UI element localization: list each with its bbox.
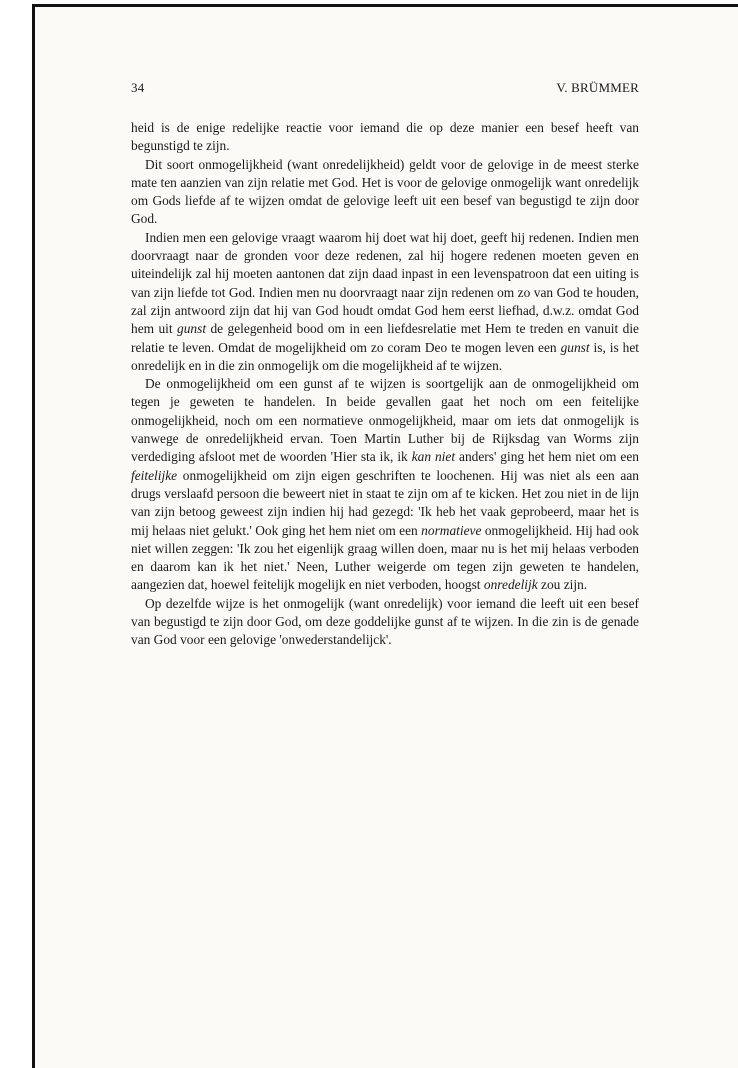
italic-text: feitelijke xyxy=(131,467,178,483)
body-text xyxy=(131,119,639,650)
paragraph xyxy=(131,595,639,650)
paragraph-text: onmogelijkheid. Hij had ook niet willen zeggen: 'Ik zou het eigenlijk graag willen doen, maar nu is het mij helaas verboden en daarom kan ik het niet.' Neen, Luther weigerde om tegen zijn geweten te handelen, aangezien dat, hoewel feitelijk mogelijk en niet verboden, hoogst xyxy=(131,522,639,593)
paragraph-text: De onmogelijkheid om een gunst af te wijzen is soortgelijk aan de onmogelijkheid om tegen je geweten te handelen. In beide gevallen gaat het noch om een feitelijke onmogelijkheid, noch om een normatieve onmogelijkheid, maar om iets dat onmogelijk is vanwege de onredelijkheid ervan. Toen Martin Luther bij de Rijksdag van Worms zijn verdediging afsloot met de woorden 'Hier sta ik, ik xyxy=(131,376,639,465)
italic-text: gunst xyxy=(560,339,590,355)
paragraph xyxy=(131,375,639,595)
paragraph-text: Indien men een gelovige vraagt waarom hij doet wat hij doet, geeft hij redenen. Indien men doorvraagt naar de gronden voor deze redenen, zal hij hogere redenen moeten geven en uiteindelijk zal hij moeten aantonen dat zijn daad inpast in een levenspatroon dat een uiting is van zijn liefde tot God. Indien men nu doorvraagt naar zijn redenen om zo van God te houden, zal zijn antwoord zijn dat hij van God houdt omdat God hem eerst liefhad, d.w.z. omdat God hem uit xyxy=(131,229,639,337)
page-number: 34 xyxy=(131,80,145,95)
paragraph-text: Dit soort onmogelijkheid (want onredelijkheid) geldt voor de gelovige in de meest sterke mate ten aanzien van zijn relatie met God. Het is voor de gelovige onmogelijk want onredelijk om Gods liefde af te wijzen omdat de gelovige leeft uit een besef van begustigd te zijn door God. xyxy=(131,156,639,227)
italic-text: gunst xyxy=(177,321,207,337)
paragraph-text: is, is het onredelijk en in die zin onmogelijk om die mogelijkheid af te wijzen. xyxy=(131,339,639,373)
paragraph-text: Op dezelfde wijze is het onmogelijk (want onredelijk) voor iemand die leeft uit een besef van begustigd te zijn door God, om deze goddelijke gunst af te wijzen. In die zin is de genade van God voor een gelovige 'onwederstandelijck'. xyxy=(131,595,639,648)
running-head-author: V. BRÜMMER xyxy=(556,80,639,95)
paragraph-text: onmogelijkheid om zijn eigen geschriften te loochenen. Hij was niet als een aan drugs verslaafd persoon die beweert niet in staat te zijn om af te kicken. Het zou niet in de lijn van zijn betoog geweest zijn indien hij had gezegd: 'Ik heb het vaak geprobeerd, maar het is mij helaas niet gelukt.' Ook ging het hem niet om een xyxy=(131,467,639,538)
paragraph-text: anders' ging het hem niet om een xyxy=(455,449,639,465)
paragraph-text: heid is de enige redelijke reactie voor iemand die op deze manier een besef heeft van begunstigd te zijn. xyxy=(131,120,639,154)
paragraph xyxy=(131,156,639,229)
paragraph xyxy=(131,119,639,156)
running-head xyxy=(131,80,639,98)
italic-text: onredelijk xyxy=(483,577,538,593)
paragraph xyxy=(131,229,639,375)
italic-text: normatieve xyxy=(421,522,482,538)
paragraph-text: de gelegenheid bood om in een liefdesrelatie met Hem te treden en vanuit die relatie te leven. Omdat de mogelijkheid om zo coram Deo te mogen leven een xyxy=(131,321,639,355)
italic-text: kan niet xyxy=(411,449,456,465)
paragraph-text: zou zijn. xyxy=(537,577,588,593)
